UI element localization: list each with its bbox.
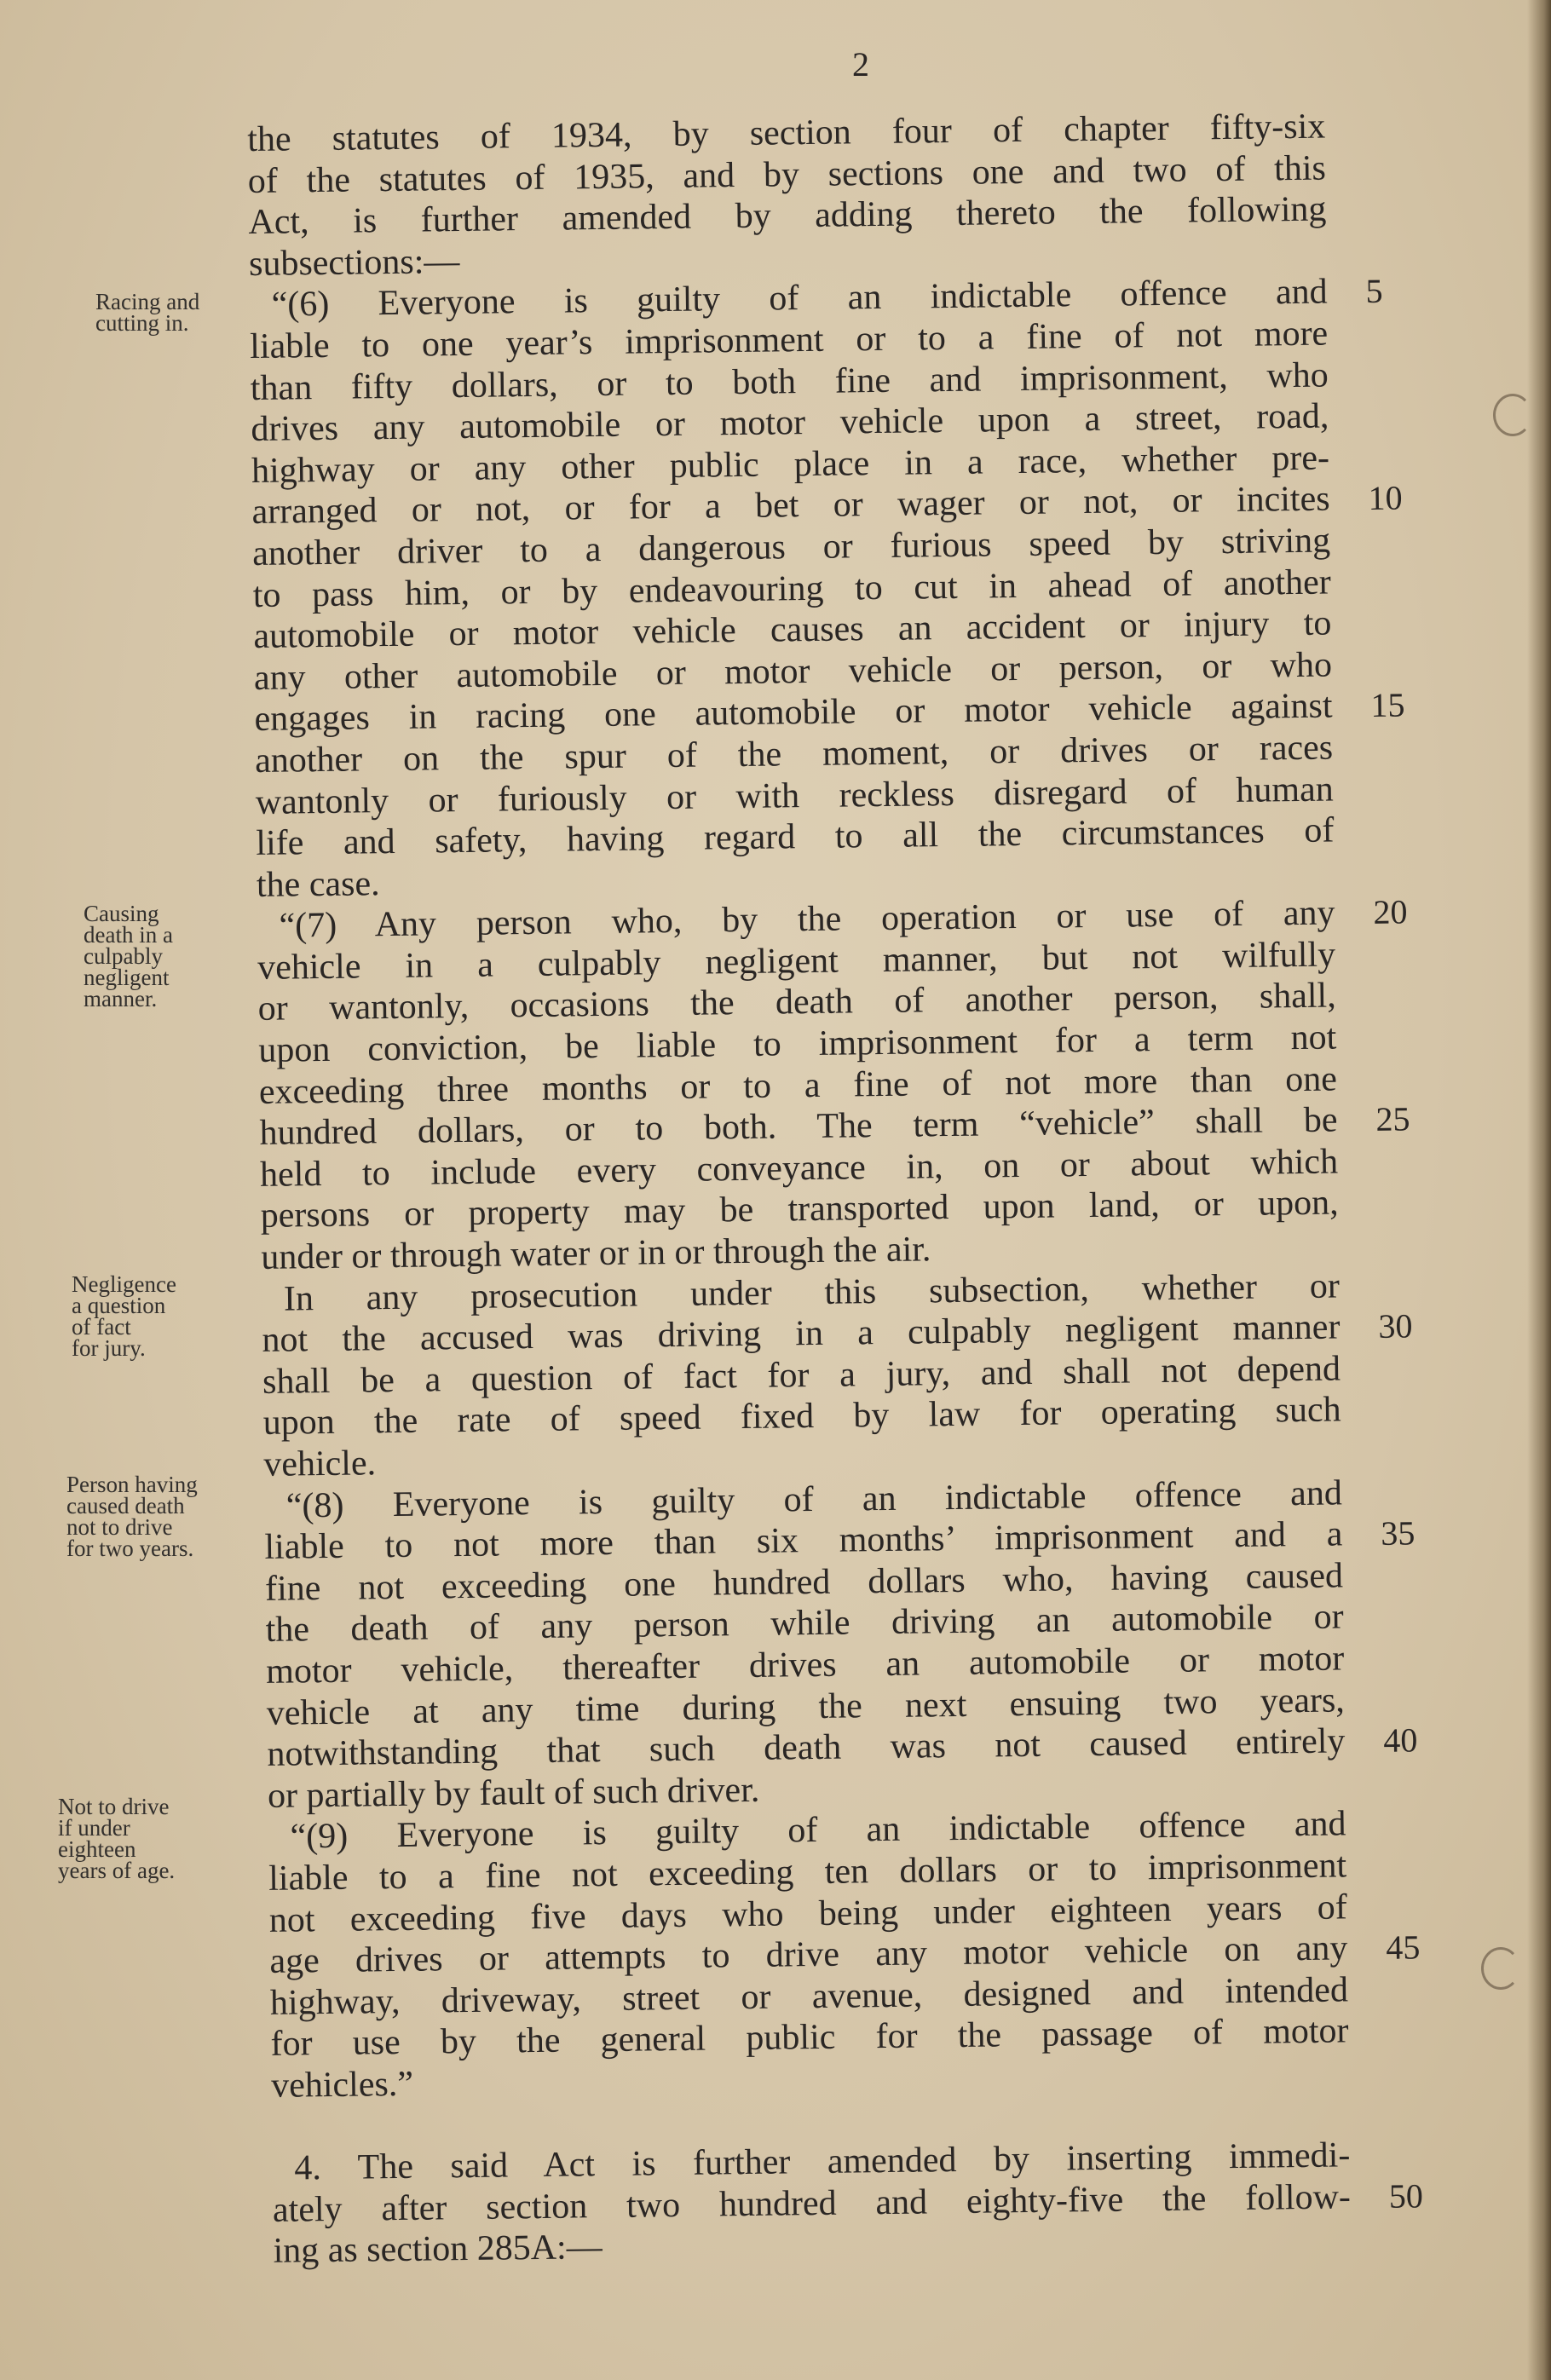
margin-note-line: for two years.: [66, 1536, 194, 1561]
line-text: the case.: [256, 863, 380, 905]
punch-hole-mark: [1493, 394, 1532, 436]
line-text: vehicle in a culpably negligent manner, but not wilfully: [257, 935, 1336, 988]
line-number: 45: [1386, 1928, 1421, 1967]
line-text: liable to not more than six months’ imprisonment and a: [264, 1514, 1343, 1568]
line-text: vehicles.”: [270, 2064, 414, 2106]
line-text: the death of any person while driving an automobile or: [265, 1597, 1344, 1651]
margin-note-line: of fact: [72, 1314, 131, 1340]
line-number: 50: [1388, 2176, 1424, 2216]
line-number: 40: [1383, 1720, 1418, 1761]
margin-note-line: Causing: [84, 901, 159, 926]
line-text: age drives or attempts to drive any motor vehicle on any: [269, 1928, 1348, 1981]
line-text: or partially by fault of such driver.: [267, 1770, 760, 1816]
line-text: engages in racing one automobile or motor vehicle against: [254, 686, 1333, 740]
line-text: vehicle.: [263, 1444, 377, 1484]
line-text: Act, is further amended by adding thereto the following: [248, 189, 1327, 243]
line-text: vehicle at any time during the next ensuing two years,: [266, 1680, 1346, 1733]
line-text: to pass him, or by endeavouring to cut in ahead of another: [252, 562, 1332, 615]
line-text: for use by the general public for the passage of motor: [270, 2011, 1349, 2065]
line-text: highway, driveway, street or avenue, designed and intended: [269, 1970, 1349, 2023]
line-text: upon the rate of speed fixed by law for operating such: [262, 1390, 1341, 1444]
line-text: arranged or not, or for a bet or wager or not, or incites: [251, 479, 1330, 533]
line-text: liable to one year’s imprisonment or to a fine of not more: [249, 314, 1329, 366]
line-text: any other automobile or motor vehicle or person, or who: [253, 645, 1333, 698]
margin-note-causing-death: [84, 903, 173, 1010]
line-text: 4. The said Act is further amended by inserting immedi-: [294, 2135, 1351, 2188]
margin-note-line: cutting in.: [95, 310, 189, 336]
line-number: 10: [1368, 478, 1403, 518]
margin-note-line: manner.: [84, 986, 158, 1011]
margin-note-line: eighteen: [58, 1836, 136, 1862]
margin-note-line: Racing and: [95, 289, 200, 314]
line-text: “(9) Everyone is guilty of an indictable offence and: [290, 1804, 1346, 1857]
margin-note-line: not to drive: [66, 1514, 173, 1540]
line-text: ing as section 285A:—: [273, 2227, 603, 2272]
line-text: persons or property may be transported upon land, or upon,: [260, 1183, 1339, 1236]
line-text: not exceeding five days who being under eighteen years of: [268, 1887, 1348, 1940]
line-text: of the statutes of 1935, and by sections one and two of this: [247, 148, 1327, 201]
line-text: the statutes of 1934, by section four of chapter fifty-six: [247, 107, 1326, 159]
margin-note-not-to-drive: [58, 1796, 175, 1882]
line-text: hundred dollars, or to both. The term “vehicle” shall be: [259, 1100, 1338, 1154]
line-text: or wantonly, occasions the death of another person, shall,: [257, 976, 1336, 1029]
margin-note-line: for jury.: [72, 1335, 146, 1361]
line-number: 20: [1373, 892, 1408, 932]
margin-note-line: Person having: [66, 1472, 198, 1497]
line-number: 25: [1375, 1099, 1410, 1139]
line-text: drives any automobile or motor vehicle upon a street, road,: [251, 396, 1329, 450]
line-text: upon conviction, be liable to imprisonment for a term not: [258, 1017, 1337, 1070]
line-text: shall be a question of fact for a jury, and shall not depend: [262, 1349, 1341, 1402]
line-text: subsections:—: [248, 241, 460, 284]
line-text: under or through water or in or through the air.: [261, 1230, 931, 1277]
margin-note-line: culpably: [84, 943, 163, 969]
line-text: notwithstanding that such death was not caused entirely: [267, 1721, 1346, 1775]
margin-note-negligence: [72, 1271, 176, 1361]
margin-note-line: if under: [58, 1815, 130, 1841]
punch-hole-mark: [1481, 1947, 1520, 1990]
line-text: ately after section two hundred and eighty-five the follow-: [272, 2177, 1352, 2230]
line-text: In any prosecution under this subsection, whether or: [283, 1266, 1341, 1319]
line-text: motor vehicle, thereafter drives an automobile or motor: [265, 1639, 1345, 1691]
margin-note-line: Negligence: [72, 1271, 176, 1297]
line-text: automobile or motor vehicle causes an accident or injury to: [253, 603, 1332, 657]
line-text: “(7) Any person who, by the operation or use of any: [279, 893, 1335, 946]
line-text: “(6) Everyone is guilty of an indictable offence and: [271, 272, 1328, 326]
margin-note-line: a question: [72, 1293, 166, 1318]
statute-body-text: [247, 106, 1424, 2273]
page-number: 2: [852, 45, 869, 84]
line-number: 5: [1365, 272, 1383, 311]
margin-note-line: death in a: [84, 922, 173, 948]
margin-note-line: Not to drive: [58, 1794, 170, 1819]
line-text: held to include every conveyance in, on or about which: [259, 1142, 1339, 1195]
line-number: 35: [1381, 1513, 1416, 1553]
line-text: exceeding three months or to a fine of not more than one: [258, 1059, 1338, 1112]
line-text: fine not exceeding one hundred dollars who, having caused: [264, 1556, 1344, 1609]
line-number: 30: [1378, 1306, 1413, 1346]
line-text: life and safety, having regard to all the circumstances of: [256, 810, 1335, 864]
line-text: liable to a fine not exceeding ten dollars or to imprisonment: [268, 1846, 1347, 1899]
line-text: another on the spur of the moment, or drives or races: [254, 728, 1334, 781]
margin-note-line: years of age.: [58, 1858, 176, 1883]
line-text: “(8) Everyone is guilty of an indictable offence and: [285, 1473, 1343, 1526]
line-number: 15: [1370, 685, 1405, 725]
margin-note-person-having-caused-death: [66, 1474, 198, 1559]
line-text: wantonly or furiously or with reckless disregard of human: [255, 769, 1334, 822]
line-text: another driver to a dangerous or furious speed by striving: [251, 521, 1331, 573]
margin-note-line: caused death: [66, 1493, 185, 1518]
margin-note-racing: [95, 291, 199, 334]
margin-note-line: negligent: [84, 965, 170, 990]
page-edge-shadow: [1527, 0, 1551, 2380]
line-text: highway or any other public place in a race, whether pre-: [251, 438, 1330, 491]
line-text: not the accused was driving in a culpably negligent manner: [262, 1307, 1341, 1361]
line-text: than fifty dollars, or to both fine and imprisonment, who: [250, 355, 1329, 408]
